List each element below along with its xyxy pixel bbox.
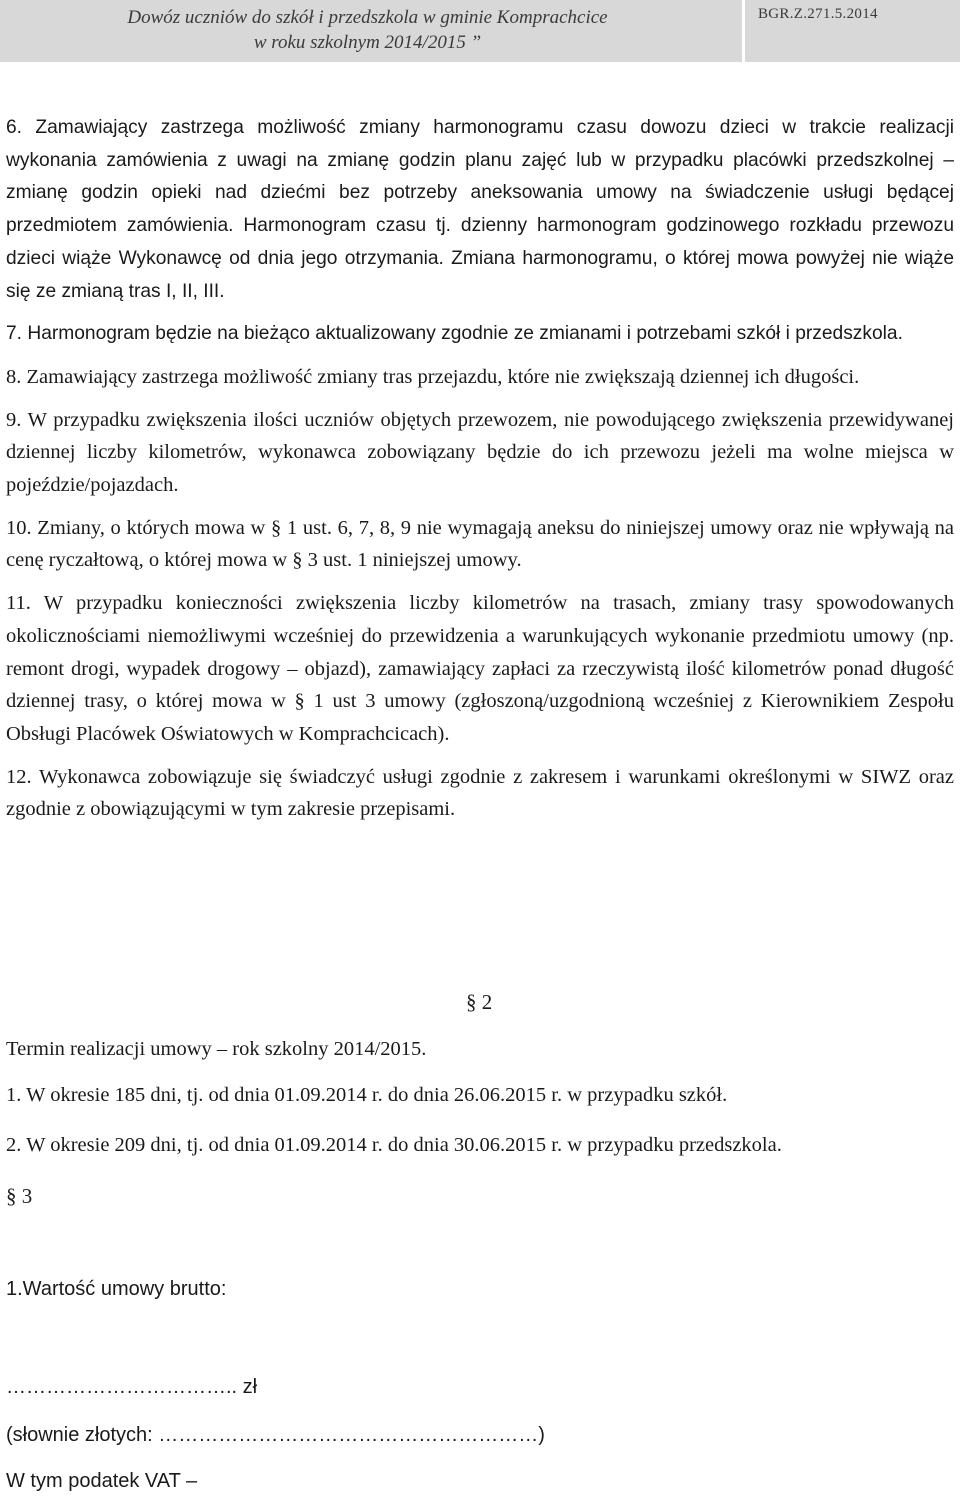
section-2-mark: § 2 bbox=[466, 990, 493, 1014]
header-divider bbox=[742, 0, 745, 62]
header-reference: BGR.Z.271.5.2014 bbox=[758, 6, 878, 22]
paragraph-6: 6. Zamawiający zastrzega możliwość zmiany harmonogramu czasu dowozu dzieci w trakcie realizacji wykonania zamówienia z uwagi na zmianę godzin planu zajęć lub w przypadku placówki przedszkolnej – zmianę godzin opieki nad dziećmi bez potrzeby aneksowania umowy na świadczenie usługi będącej przedmiotem zamówienia. Harmonogram czasu tj. dzienny harmonogram godzinowego rozkładu przewozu dzieci wiąże Wykonawcę od dnia jego otrzymania. Zmiana harmonogramu, o której mowa powyżej nie wiąże się ze zmianą tras I, II, III. bbox=[6, 117, 954, 302]
main-content bbox=[6, 112, 954, 826]
section-3-mark: § 3 bbox=[6, 1184, 33, 1208]
header-title bbox=[0, 0, 735, 62]
paragraph-8: 8. Zamawiający zastrzega możliwość zmiany tras przejazdu, które nie zwiększają dziennej ich długości. bbox=[6, 365, 860, 388]
paragraph-11: 11. W przypadku konieczności zwiększenia liczby kilometrów na trasach, zmiany trasy spowodowanych okolicznościami niemożliwymi wcześniej do przewidzenia a warunkujących wykonanie przedmiotu umowy (np. remont drogi, wypadek drogowy – objazd), zamawiający zapłaci za rzeczywistą ilość kilometrów ponad długość dziennej trasy, o której mowa w § 1 ust 3 umowy (zgłoszoną/uzgodnioną wcześniej z Kierownikiem Zespołu Obsługi Placówek Oświatowych w Komprachcicach). bbox=[6, 592, 954, 745]
section-2-intro: Termin realizacji umowy – rok szkolny 2014/2015. bbox=[6, 1038, 427, 1060]
page-header bbox=[0, 0, 960, 62]
paragraph-10: 10. Zmiany, o których mowa w § 1 ust. 6, 7, 8, 9 nie wymagają aneksu do niniejszej umowy oraz nie wpływają na cenę ryczałtową, o której mowa w § 3 ust. 1 niniejszej umowy. bbox=[6, 516, 954, 572]
header-title-line2: w roku szkolnym 2014/2015 ” bbox=[253, 32, 482, 53]
amount-words-line: (słownie złotych: …………………………………………………) bbox=[6, 1424, 545, 1446]
paragraph-7: 7. Harmonogram będzie na bieżąco aktualizowany zgodnie ze zmianami i potrzebami szkół i przedszkola. bbox=[6, 323, 903, 345]
paragraph-12: 12. Wykonawca zobowiązuje się świadczyć usługi zgodnie z zakresem i warunkami określonymi w SIWZ oraz zgodnie z obowiązującymi w tym zakresie przepisami. bbox=[6, 765, 954, 821]
vat-line: W tym podatek VAT – bbox=[6, 1470, 198, 1492]
header-title-line1: Dowóz uczniów do szkół i przedszkola w gminie Komprachcice bbox=[127, 7, 608, 28]
amount-line: …………………………….. zł bbox=[6, 1376, 258, 1398]
section-2-item-2: 2. W okresie 209 dni, tj. od dnia 01.09.2014 r. do dnia 30.06.2015 r. w przypadku przedszkola. bbox=[6, 1134, 782, 1156]
section-3-item-1: 1.Wartość umowy brutto: bbox=[6, 1278, 227, 1300]
paragraph-9: 9. W przypadku zwiększenia ilości uczniów objętych przewozem, nie powodującego zwiększenia przewidywanej dziennej liczby kilometrów, wykonawca zobowiązany będzie do ich przewozu jeżeli ma wolne miejsca w pojeździe/pojazdach. bbox=[6, 408, 954, 497]
section-2-item-1: 1. W okresie 185 dni, tj. od dnia 01.09.2014 r. do dnia 26.06.2015 r. w przypadku szkół. bbox=[6, 1084, 728, 1106]
